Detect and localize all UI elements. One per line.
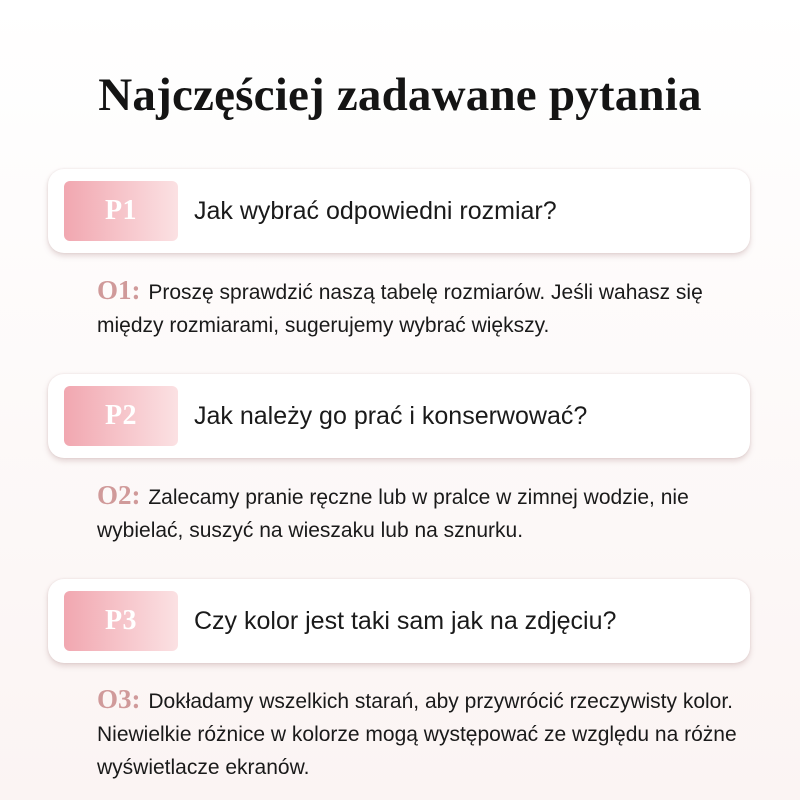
question-card-3[interactable] [48,579,750,663]
question-text-1: Jak wybrać odpowiedni rozmiar? [194,197,557,225]
question-text-2: Jak należy go prać i konserwować? [194,402,588,430]
answer-label-1: O1: [97,275,141,305]
answer-2 [97,479,767,547]
answer-label-2: O2: [97,480,141,510]
question-card-2[interactable] [48,374,750,458]
question-badge-3: P3 [64,591,178,651]
answer-text-2: Zalecamy pranie ręczne lub w pralce w zimnej wodzie, nie wybielać, suszyć na wieszaku lub na sznurku. [97,486,689,542]
answer-3 [97,683,767,784]
answer-label-3: O3: [97,684,141,714]
answer-text-3: Dokładamy wszelkich starań, aby przywrócić rzeczywisty kolor. Niewielkie różnice w kolorze mogą występować ze względu na różne wyświetlacze ekranów. [97,690,737,779]
question-card-1[interactable] [48,169,750,253]
answer-text-1: Proszę sprawdzić naszą tabelę rozmiarów. Jeśli wahasz się między rozmiarami, sugerujemy wybrać większy. [97,281,703,337]
question-badge-1: P1 [64,181,178,241]
page-title: Najczęściej zadawane pytania [98,69,702,121]
answer-1 [97,274,767,342]
question-text-3: Czy kolor jest taki sam jak na zdjęciu? [194,607,617,635]
question-badge-2: P2 [64,386,178,446]
